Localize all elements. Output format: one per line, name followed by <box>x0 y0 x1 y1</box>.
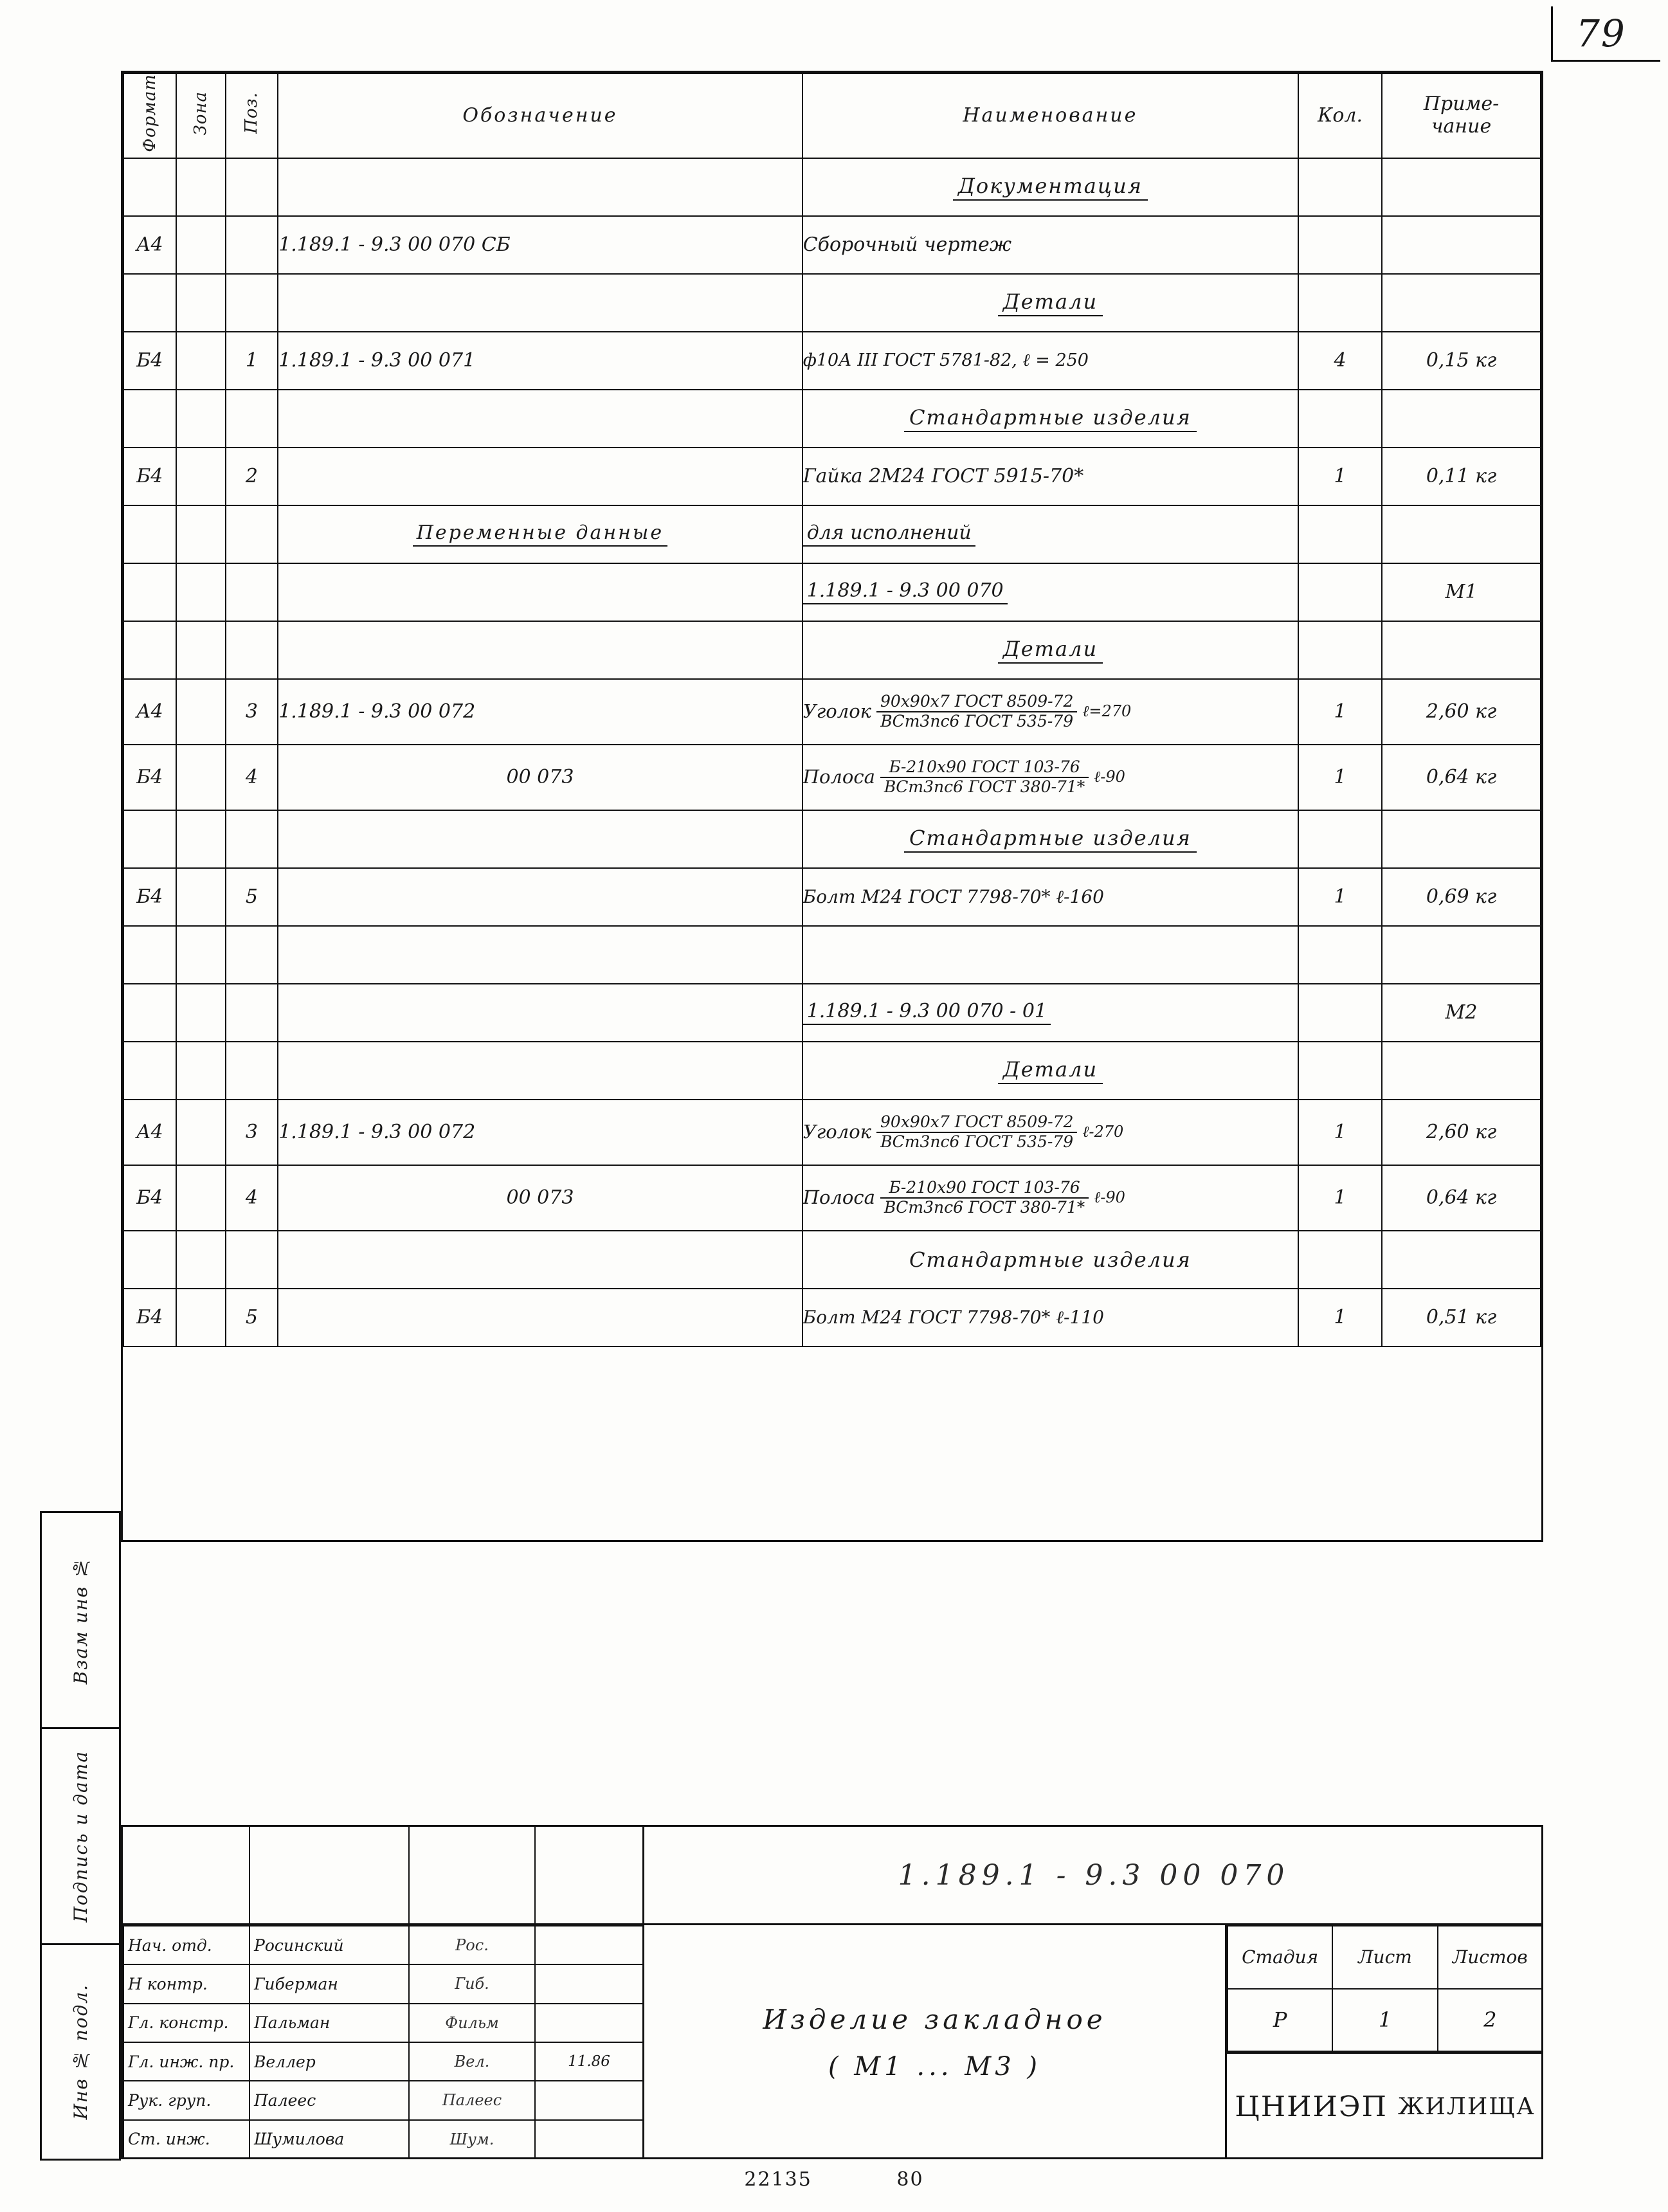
table-header-row <box>123 73 1541 158</box>
cell-qty: 4 <box>1298 332 1382 390</box>
table-row-variable-data <box>123 505 1541 563</box>
cell-format: Б4 <box>123 1289 176 1346</box>
cell-poz <box>226 1042 278 1100</box>
cell-zone <box>176 563 226 621</box>
cell-designation <box>278 926 802 984</box>
cell-poz <box>226 621 278 679</box>
title-block-designation-value: 1.189.1 - 9.3 00 070 <box>898 1858 1290 1892</box>
header-format-label: Формат <box>140 74 159 152</box>
cell-format <box>123 621 176 679</box>
section-title: Стандартные изделия <box>909 1247 1192 1272</box>
margin-label-signature-date: Подпись и дата <box>69 1750 91 1923</box>
header-note-line1: Приме- <box>1423 93 1500 116</box>
cell-note <box>1382 390 1541 448</box>
table-row <box>123 448 1541 505</box>
cell-designation <box>278 158 802 216</box>
organization-word: ЖИЛИЩА <box>1397 2093 1536 2120</box>
variable-data-right-text: для исполнений <box>803 521 975 547</box>
sig-signature: Гиб. <box>409 1964 535 2003</box>
cell-zone <box>176 810 226 868</box>
cell-note: 0,51 кг <box>1382 1289 1541 1346</box>
cell-name <box>802 1231 1298 1289</box>
cell-poz <box>226 390 278 448</box>
table-row <box>123 810 1541 868</box>
cell-qty: 1 <box>1298 1165 1382 1231</box>
cell-zone <box>176 1289 226 1346</box>
cell-poz: 3 <box>226 1100 278 1165</box>
variable-data-left-text: Переменные данные <box>413 521 667 547</box>
cell-qty <box>1298 926 1382 984</box>
material-fraction <box>803 759 1125 795</box>
material-grade: ВСт3пс6 ГОСТ 535-79 <box>880 711 1074 730</box>
cell-name <box>802 926 1298 984</box>
cell-designation <box>278 448 802 505</box>
cell-qty: 1 <box>1298 679 1382 745</box>
cell-qty <box>1298 390 1382 448</box>
cell-format: А4 <box>123 1100 176 1165</box>
cell-note: 0,69 кг <box>1382 868 1541 926</box>
cell-poz: 3 <box>226 679 278 745</box>
section-title: Стандартные изделия <box>904 405 1197 432</box>
cell-designation: 00 073 <box>278 745 802 810</box>
cell-qty: 1 <box>1298 448 1382 505</box>
sig-signature: Фильм <box>409 2004 535 2042</box>
cell-note <box>1382 810 1541 868</box>
stage-header-stage: Стадия <box>1228 1926 1332 1989</box>
cell-poz <box>226 1231 278 1289</box>
cell-designation <box>278 984 802 1042</box>
section-title: Детали <box>998 637 1103 664</box>
table-row <box>123 1231 1541 1289</box>
cell-variable-data-right <box>802 505 1298 563</box>
stage-header-sheets: Листов <box>1438 1926 1543 1989</box>
cell-zone <box>176 1042 226 1100</box>
cell-qty <box>1298 984 1382 1042</box>
cell-zone <box>176 448 226 505</box>
margin-segment-inv <box>42 1945 119 2159</box>
cell-note <box>1382 1231 1541 1289</box>
sig-date: 11.86 <box>535 2042 643 2081</box>
cell-note <box>1382 216 1541 274</box>
cell-zone <box>176 505 226 563</box>
cell-note: М1 <box>1382 563 1541 621</box>
cell-format: А4 <box>123 679 176 745</box>
stage-sheet-block <box>1225 1923 1543 2052</box>
cell-zone <box>176 1100 226 1165</box>
cell-name <box>802 1165 1298 1231</box>
specification-table <box>121 71 1543 1542</box>
cell-format: Б4 <box>123 332 176 390</box>
signature-row <box>123 2004 643 2042</box>
table-row <box>123 390 1541 448</box>
table-row <box>123 1289 1541 1346</box>
cell-zone <box>176 158 226 216</box>
table-row-blank <box>123 926 1541 984</box>
cell-poz <box>226 505 278 563</box>
cell-designation <box>278 563 802 621</box>
table-row-blank <box>123 1346 1541 1540</box>
cell-execution-name <box>802 563 1298 621</box>
cell-poz <box>226 926 278 984</box>
header-note <box>1382 73 1541 158</box>
cell-designation <box>278 868 802 926</box>
stage-header-row <box>1228 1926 1543 1989</box>
signature-grid <box>123 1923 642 2159</box>
cell-poz: 5 <box>226 868 278 926</box>
cell-designation: 00 073 <box>278 1165 802 1231</box>
table-row <box>123 1100 1541 1165</box>
section-title: Детали <box>998 289 1103 316</box>
cell-poz: 4 <box>226 745 278 810</box>
cell-zone <box>176 868 226 926</box>
cell-zone <box>176 984 226 1042</box>
section-title: Стандартные изделия <box>904 826 1197 853</box>
table-row <box>123 1165 1541 1231</box>
cell-zone <box>176 745 226 810</box>
cell-zone <box>176 216 226 274</box>
cell-note <box>1382 274 1541 332</box>
organization-block <box>1225 2052 1543 2159</box>
margin-label-vzam: Взам инв № <box>69 1555 91 1685</box>
cell-poz <box>226 563 278 621</box>
cell-name <box>802 158 1298 216</box>
cell-designation <box>278 810 802 868</box>
left-margin-strip <box>40 1511 121 2161</box>
material-stack <box>876 693 1077 730</box>
sig-date <box>535 2120 643 2159</box>
cell-note: М2 <box>1382 984 1541 1042</box>
cell-poz <box>226 158 278 216</box>
material-label: Уголок <box>802 1121 872 1143</box>
header-poz <box>226 73 278 158</box>
cell-qty <box>1298 158 1382 216</box>
cell-poz: 2 <box>226 448 278 505</box>
signature-row <box>123 1964 643 2003</box>
sig-name: Палеес <box>249 2081 409 2119</box>
cell-note: 0,11 кг <box>1382 448 1541 505</box>
cell-poz <box>226 216 278 274</box>
signature-row <box>123 2081 643 2119</box>
table-row-execution <box>123 984 1541 1042</box>
signature-row <box>123 2042 643 2081</box>
cell-format <box>123 563 176 621</box>
header-format <box>123 73 176 158</box>
header-poz-label: Поз. <box>242 92 262 134</box>
section-title: Детали <box>998 1057 1103 1084</box>
cell-name <box>802 745 1298 810</box>
material-profile: Б-210х90 ГОСТ 103-76 <box>880 759 1089 777</box>
cell-designation <box>278 274 802 332</box>
cell-designation <box>278 1231 802 1289</box>
cell-format: Б4 <box>123 448 176 505</box>
material-fraction <box>803 1179 1125 1216</box>
cell-note <box>1382 926 1541 984</box>
cell-format <box>123 158 176 216</box>
cell-name: ф10А III ГОСТ 5781-82, ℓ = 250 <box>802 332 1298 390</box>
cell-name <box>802 390 1298 448</box>
cell-zone <box>176 1231 226 1289</box>
signature-row <box>123 2120 643 2159</box>
table-row <box>123 621 1541 679</box>
cell-name <box>802 1042 1298 1100</box>
margin-segment-signature-date <box>42 1729 119 1945</box>
cell-name <box>802 621 1298 679</box>
material-grade: ВСт3пс6 ГОСТ 380-71* <box>884 1197 1085 1217</box>
cell-qty <box>1298 1042 1382 1100</box>
cell-qty: 1 <box>1298 868 1382 926</box>
material-label: Уголок <box>802 700 872 723</box>
cell-note: 0,64 кг <box>1382 745 1541 810</box>
cell-qty: 1 <box>1298 1289 1382 1346</box>
cell-format <box>123 1231 176 1289</box>
cell-note <box>1382 621 1541 679</box>
page-corner-number-value: 79 <box>1576 12 1626 55</box>
header-name: Наименование <box>802 73 1298 158</box>
material-label: Полоса <box>802 766 875 788</box>
cell-note <box>1382 1042 1541 1100</box>
sig-role: Рук. груп. <box>123 2081 249 2119</box>
cell-designation: 1.189.1 - 9.3 00 072 <box>278 679 802 745</box>
header-zone-label: Зона <box>191 91 211 136</box>
cell-name <box>802 274 1298 332</box>
cell-format <box>123 390 176 448</box>
material-stack <box>876 1114 1077 1150</box>
cell-designation: 1.189.1 - 9.3 00 071 <box>278 332 802 390</box>
cell-format <box>123 926 176 984</box>
material-stack <box>880 759 1089 795</box>
cell-zone <box>176 390 226 448</box>
sig-signature: Палеес <box>409 2081 535 2119</box>
execution-designation: 1.189.1 - 9.3 00 070 - 01 <box>803 1000 1051 1025</box>
sig-name: Росинский <box>249 1926 409 1964</box>
execution-designation: 1.189.1 - 9.3 00 070 <box>803 579 1008 604</box>
sig-role: Нач. отд. <box>123 1926 249 1964</box>
cell-designation: 1.189.1 - 9.3 00 072 <box>278 1100 802 1165</box>
cell-note: 2,60 кг <box>1382 1100 1541 1165</box>
organization-abbr: ЦНИИЭП <box>1235 2090 1388 2123</box>
cell-format <box>123 505 176 563</box>
material-length: ℓ-270 <box>1082 1123 1124 1141</box>
cell-zone <box>176 1165 226 1231</box>
cell-zone <box>176 332 226 390</box>
signature-row <box>123 1926 643 1964</box>
sig-name: Веллер <box>249 2042 409 2081</box>
stage-value-stage: Р <box>1228 1989 1332 2052</box>
cell-poz: 5 <box>226 1289 278 1346</box>
sig-name: Пальман <box>249 2004 409 2042</box>
header-zone <box>176 73 226 158</box>
cell-format <box>123 274 176 332</box>
sig-role: Ст. инж. <box>123 2120 249 2159</box>
cell-format: Б4 <box>123 1165 176 1231</box>
cell-format: Б4 <box>123 868 176 926</box>
cell-note <box>1382 158 1541 216</box>
cell-name: Болт М24 ГОСТ 7798-70* ℓ-110 <box>802 1289 1298 1346</box>
cell-name: Болт М24 ГОСТ 7798-70* ℓ-160 <box>802 868 1298 926</box>
cell-poz <box>226 274 278 332</box>
cell-designation <box>278 390 802 448</box>
product-name-block <box>642 1923 1225 2159</box>
cell-name <box>802 810 1298 868</box>
material-label: Полоса <box>802 1186 875 1209</box>
cell-zone <box>176 679 226 745</box>
material-grade: ВСт3пс6 ГОСТ 380-71* <box>884 777 1085 796</box>
cell-qty: 1 <box>1298 1100 1382 1165</box>
cell-qty <box>1298 563 1382 621</box>
cell-format: Б4 <box>123 745 176 810</box>
cell-poz <box>226 984 278 1042</box>
cell-qty: 1 <box>1298 745 1382 810</box>
cell-execution-name <box>802 984 1298 1042</box>
cell-designation <box>278 621 802 679</box>
table-row <box>123 679 1541 745</box>
cell-poz: 4 <box>226 1165 278 1231</box>
header-designation: Обозначение <box>278 73 802 158</box>
product-name-line2: ( М1 ... М3 ) <box>828 2051 1042 2081</box>
table-row-execution <box>123 563 1541 621</box>
cell-qty <box>1298 810 1382 868</box>
sig-date <box>535 1926 643 1964</box>
material-length: ℓ-90 <box>1094 768 1125 786</box>
cell-qty <box>1298 505 1382 563</box>
sig-date <box>535 1964 643 2003</box>
cell-zone <box>176 926 226 984</box>
cell-note: 0,15 кг <box>1382 332 1541 390</box>
cell-note <box>1382 505 1541 563</box>
sig-signature: Шум. <box>409 2120 535 2159</box>
material-profile: 90х90х7 ГОСТ 8509-72 <box>876 693 1077 712</box>
cell-format <box>123 1042 176 1100</box>
material-fraction <box>803 1114 1124 1150</box>
cell-variable-data-left <box>278 505 802 563</box>
page-corner-number <box>1551 6 1660 62</box>
table-row <box>123 216 1541 274</box>
material-stack <box>880 1179 1089 1216</box>
stage-value-sheets: 2 <box>1438 1989 1543 2052</box>
sig-name: Гиберман <box>249 1964 409 2003</box>
cell-designation: 1.189.1 - 9.3 00 070 СБ <box>278 216 802 274</box>
table-row <box>123 158 1541 216</box>
cell-qty <box>1298 1231 1382 1289</box>
cell-designation <box>278 1289 802 1346</box>
stage-value-row <box>1228 1989 1543 2052</box>
cell-qty <box>1298 274 1382 332</box>
material-length: ℓ=270 <box>1082 702 1132 720</box>
header-qty: Кол. <box>1298 73 1382 158</box>
cell-note: 0,64 кг <box>1382 1165 1541 1231</box>
cell-zone <box>176 621 226 679</box>
title-block-designation <box>642 1827 1543 1923</box>
cell-poz <box>226 810 278 868</box>
cell-name: Сборочный чертеж <box>802 216 1298 274</box>
table-row <box>123 332 1541 390</box>
section-title: Документация <box>953 174 1148 201</box>
sig-signature: Рос. <box>409 1926 535 1964</box>
cell-note: 2,60 кг <box>1382 679 1541 745</box>
material-fraction <box>803 693 1132 730</box>
empty-area <box>123 1346 1541 1540</box>
cell-name <box>802 1100 1298 1165</box>
margin-segment-vzam <box>42 1513 119 1729</box>
cell-format: А4 <box>123 216 176 274</box>
cell-qty <box>1298 621 1382 679</box>
sig-signature: Вел. <box>409 2042 535 2081</box>
table-row <box>123 1042 1541 1100</box>
stage-value-sheet: 1 <box>1332 1989 1437 2052</box>
stage-header-sheet: Лист <box>1332 1926 1437 1989</box>
sig-date <box>535 2081 643 2119</box>
material-grade: ВСт3пс6 ГОСТ 535-79 <box>880 1132 1074 1151</box>
sig-role: Гл. инж. пр. <box>123 2042 249 2081</box>
sig-date <box>535 2004 643 2042</box>
cell-designation <box>278 1042 802 1100</box>
cell-poz: 1 <box>226 332 278 390</box>
page-footer <box>0 2168 1668 2191</box>
table-row <box>123 274 1541 332</box>
header-note-line2: чание <box>1431 114 1492 138</box>
table-row <box>123 868 1541 926</box>
material-profile: 90х90х7 ГОСТ 8509-72 <box>876 1114 1077 1132</box>
cell-name <box>802 679 1298 745</box>
title-block-revision-area <box>123 1827 642 1923</box>
sig-role: Гл. констр. <box>123 2004 249 2042</box>
cell-qty <box>1298 216 1382 274</box>
sig-role: Н контр. <box>123 1964 249 2003</box>
product-name-line1: Изделие закладное <box>763 2003 1107 2035</box>
cell-zone <box>176 274 226 332</box>
title-block <box>121 1825 1543 2159</box>
table-row <box>123 745 1541 810</box>
margin-label-inv: Инв № подл. <box>69 1984 91 2120</box>
footer-page-number: 80 <box>896 2168 924 2191</box>
sig-name: Шумилова <box>249 2120 409 2159</box>
cell-format <box>123 810 176 868</box>
material-length: ℓ-90 <box>1094 1188 1125 1206</box>
footer-code: 22135 <box>744 2168 812 2191</box>
cell-format <box>123 984 176 1042</box>
material-profile: Б-210х90 ГОСТ 103-76 <box>880 1179 1089 1198</box>
cell-name: Гайка 2М24 ГОСТ 5915-70* <box>802 448 1298 505</box>
